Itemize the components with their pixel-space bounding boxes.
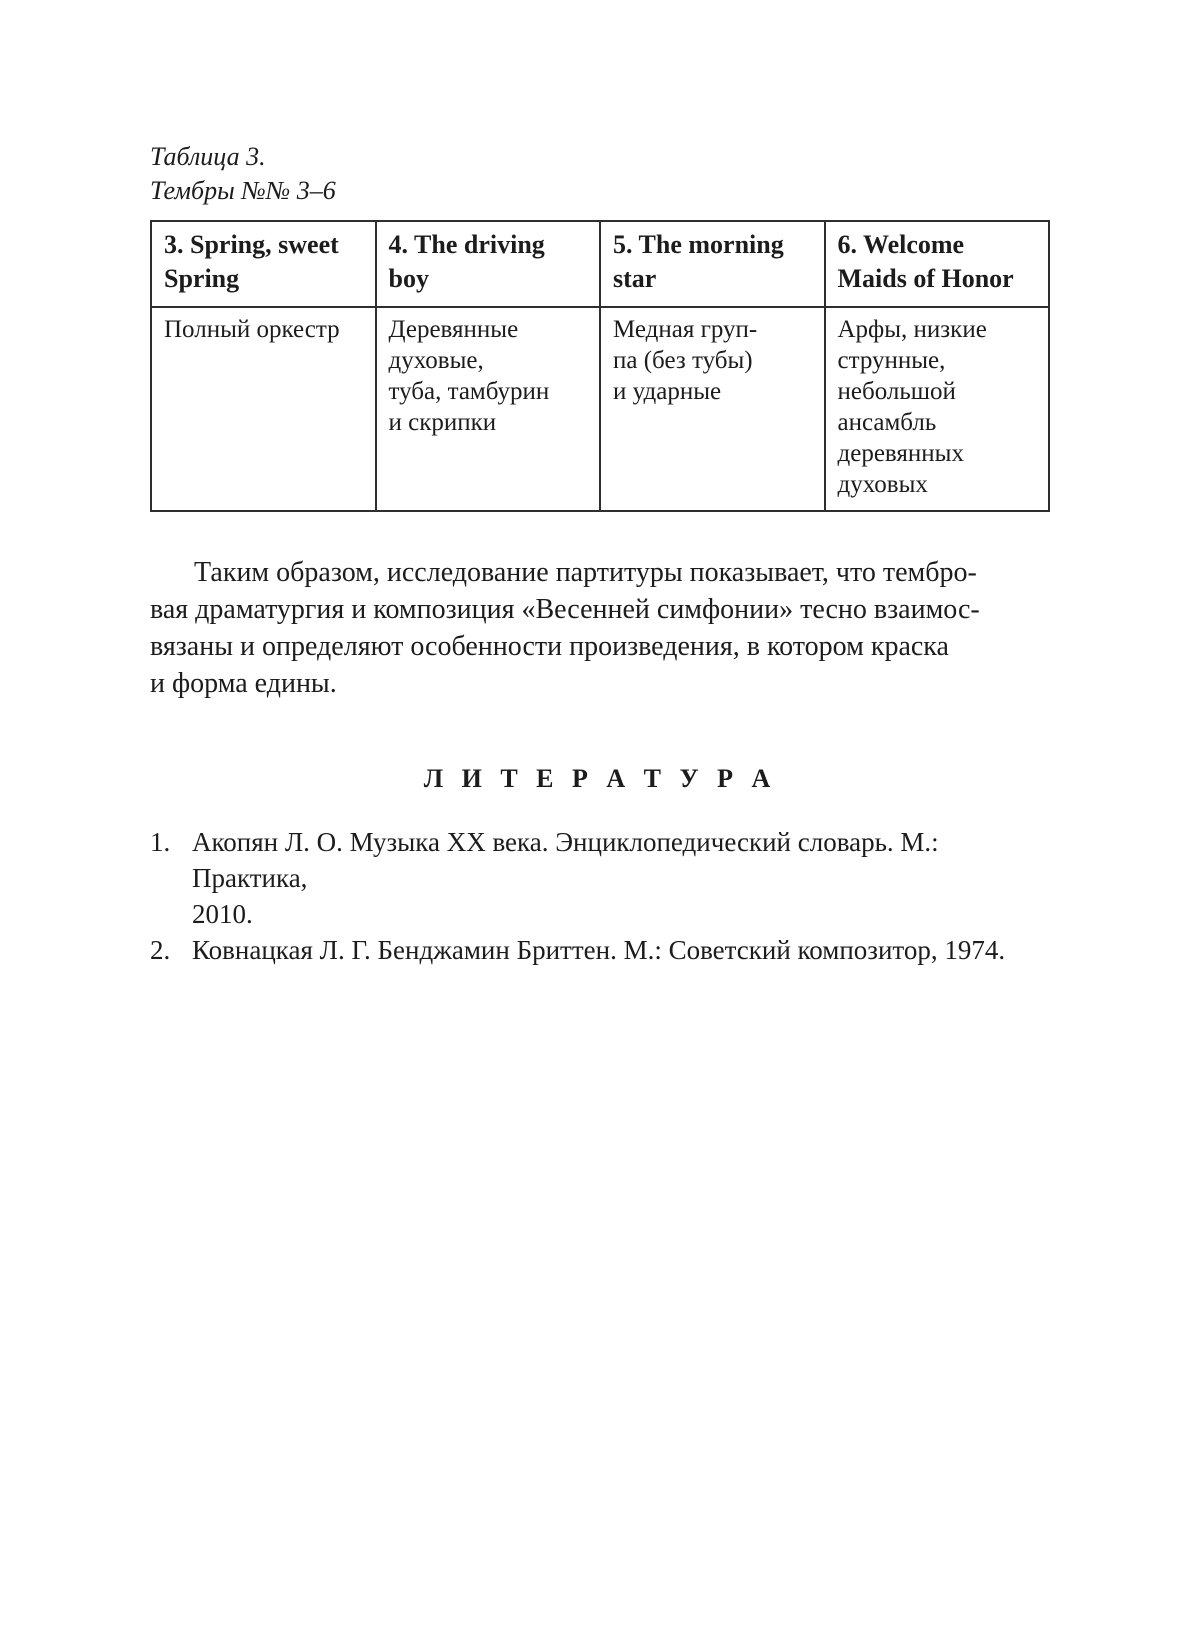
timbres-table-head (151, 221, 1049, 307)
literature-heading: Л И Т Е Р А Т У Р А (423, 764, 777, 793)
literature-item-reference: Акопян Л. О. Музыка XX века. Энциклопедический словарь. М.: Практика, 2010. (192, 827, 939, 929)
table-cell-harps-low-strings: Арфы, низкие струнные, небольшой ансамбль деревянных духовых (825, 307, 1050, 511)
table-cell-woodwinds-tuba: Деревянные духовые, туба, тамбурин и скрипки (376, 307, 601, 511)
table-caption (150, 140, 1050, 208)
table-header-the-morning-star: 5. The morning star (600, 221, 825, 307)
conclusion-paragraph: Таким образом, исследование партитуры показывает, что тембро- вая драматургия и композиция «Весенней симфонии» тесно взаимос- вязаны и определяют особенности произведения, в котором краска и форма едины. (150, 557, 980, 699)
literature-item-number: 1. (150, 827, 171, 857)
table-caption-title: Тембры №№ 3–6 (150, 176, 336, 205)
literature-list (150, 824, 1050, 968)
literature-item-number: 2. (150, 935, 171, 965)
table-header-welcome-maids-of-honor: 6. Welcome Maids of Honor (825, 221, 1050, 307)
literature-item (150, 824, 1050, 932)
timbres-table (150, 220, 1050, 512)
page-content (150, 140, 1050, 968)
timbres-table-body (151, 307, 1049, 511)
table-header-spring-sweet-spring: 3. Spring, sweet Spring (151, 221, 376, 307)
table-cell-brass-percussion: Медная груп- па (без тубы) и ударные (600, 307, 825, 511)
table-header-the-driving-boy: 4. The driving boy (376, 221, 601, 307)
literature-item (150, 932, 1050, 968)
table-cell-full-orchestra: Полный оркестр (151, 307, 376, 511)
literature-item-reference: Ковнацкая Л. Г. Бенджамин Бриттен. М.: Советский композитор, 1974. (192, 935, 1006, 965)
table-row (151, 307, 1049, 511)
table-caption-number: Таблица 3. (150, 142, 266, 171)
table-header-row (151, 221, 1049, 307)
